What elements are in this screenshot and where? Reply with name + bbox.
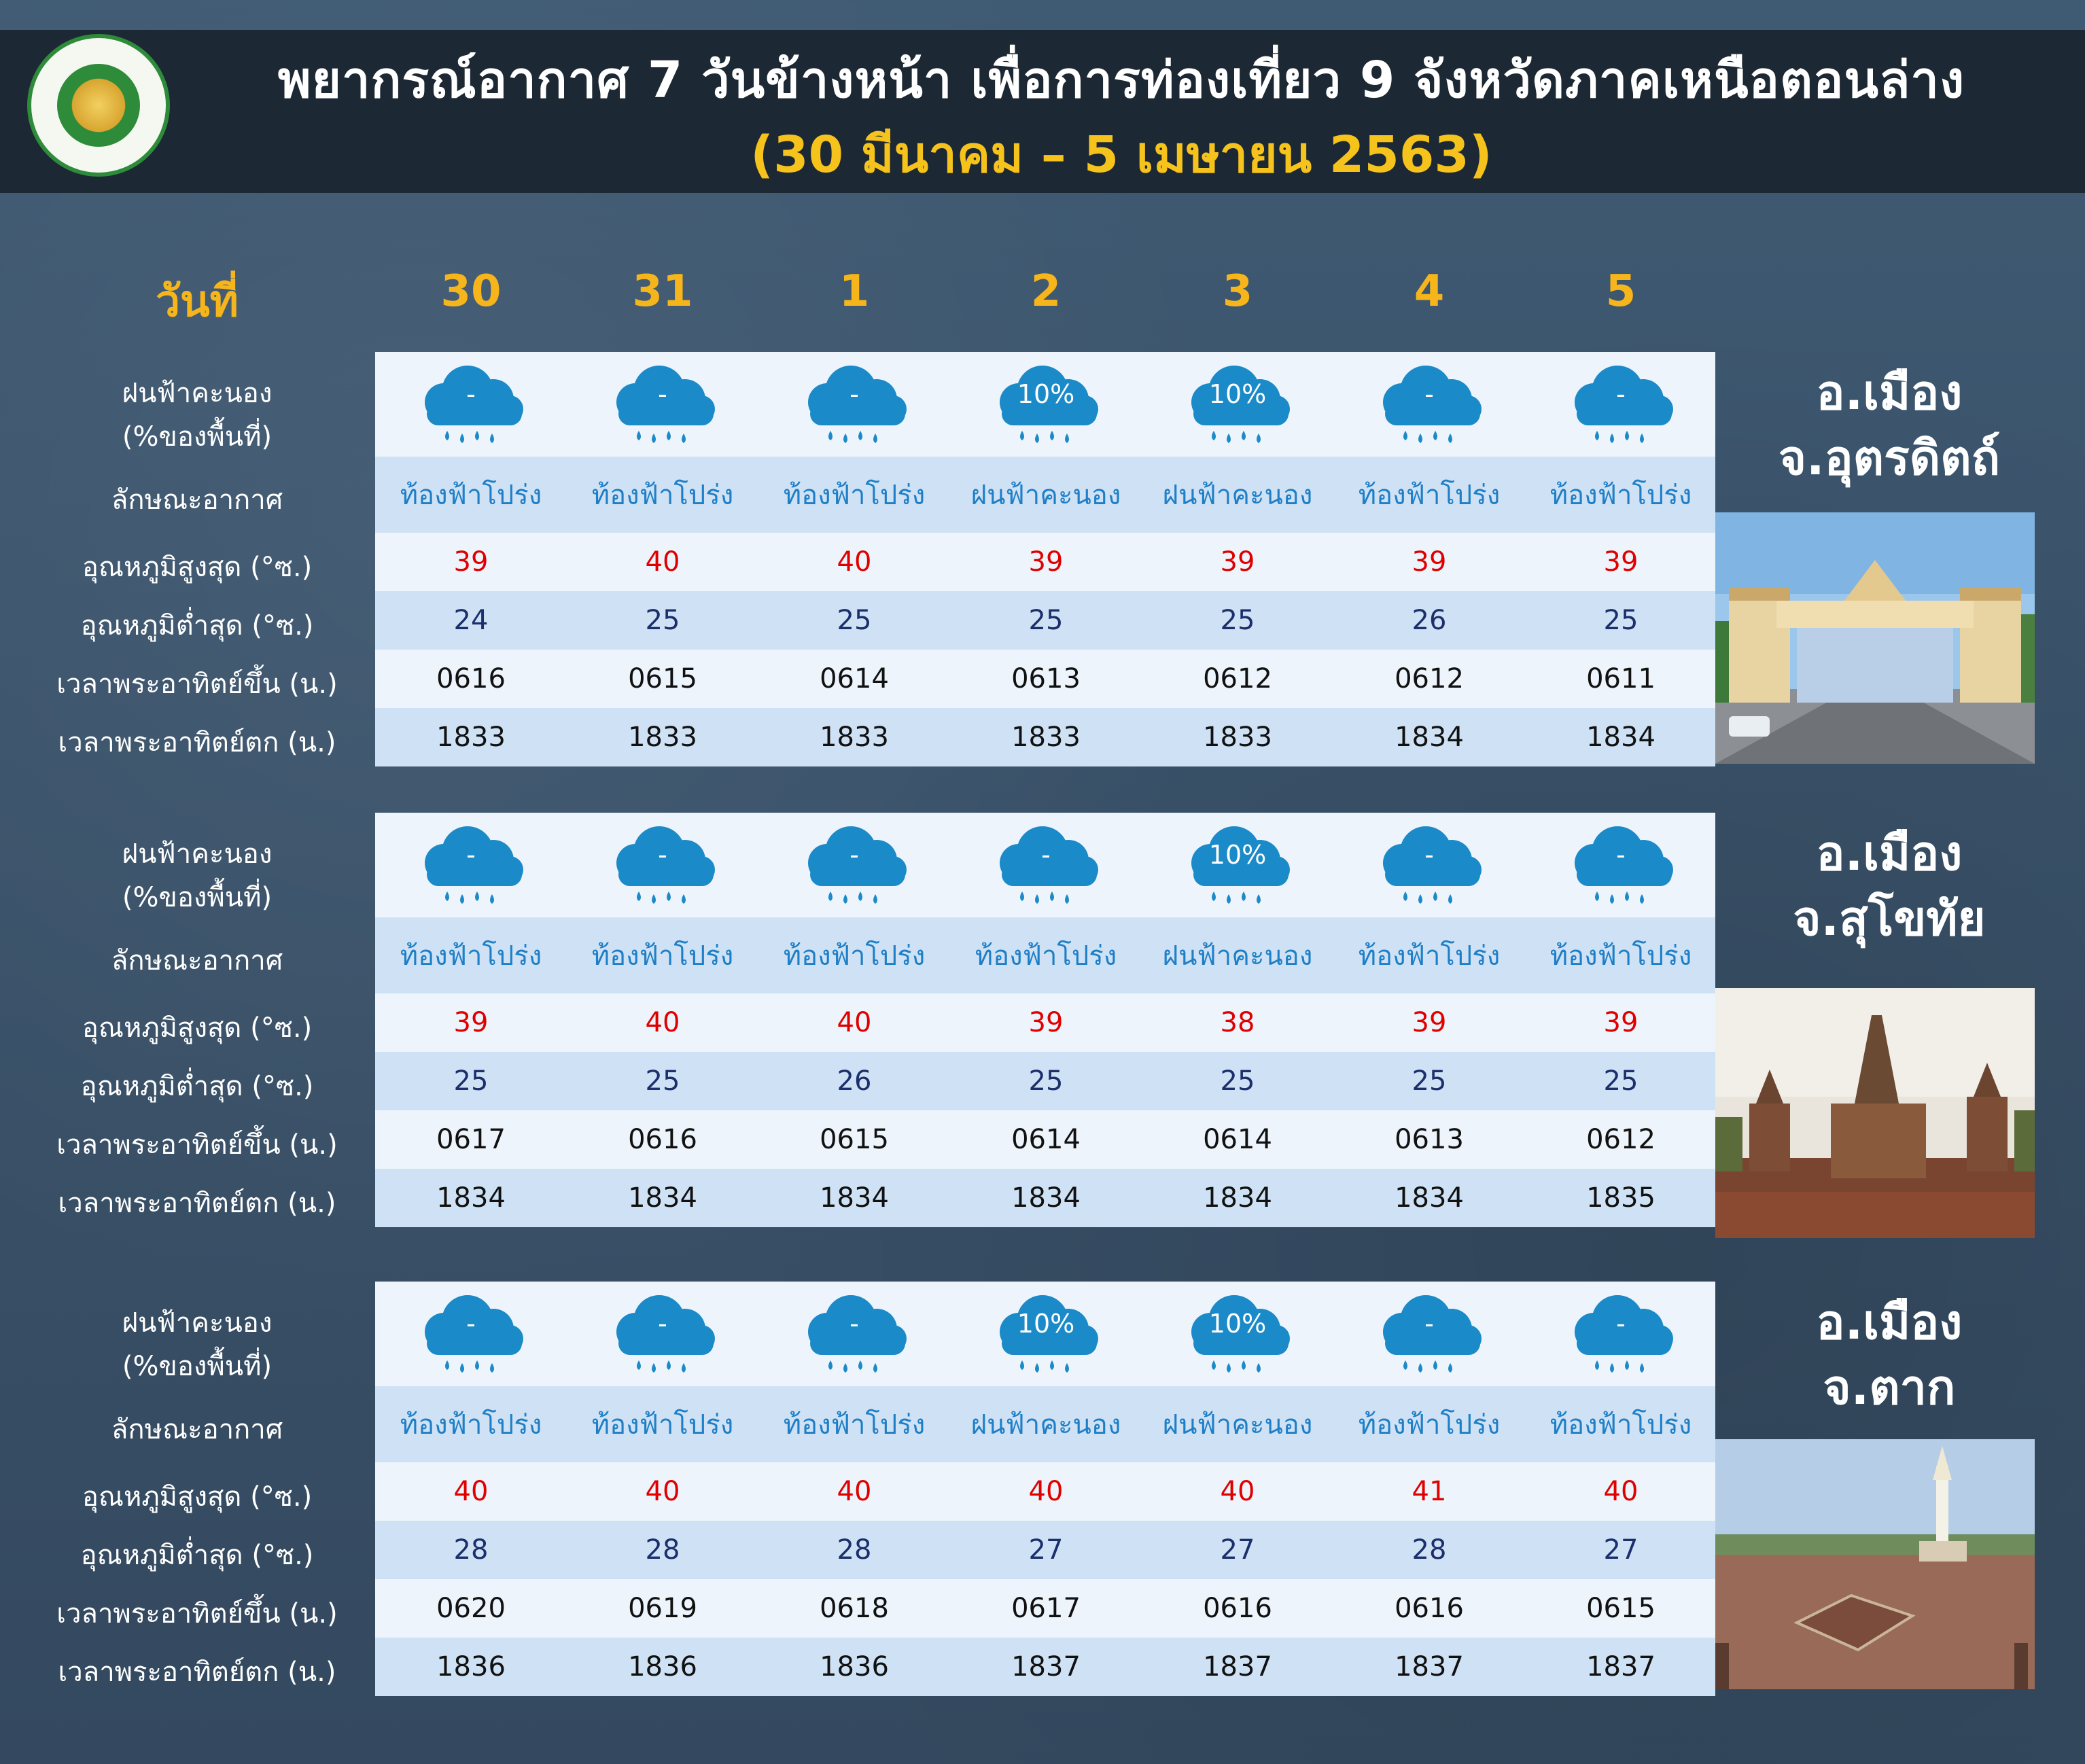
place-name (1733, 360, 2046, 491)
rain-cloud-icon (1333, 352, 1525, 457)
row-label-tmax: อุณหภูมิสูงสุด (°ซ.) (82, 1012, 313, 1044)
row-label-rain-line1: ฝนฟ้าคะนอง (122, 378, 273, 409)
cell-sunrise: 0619 (628, 1593, 697, 1624)
cell-tmin: 27 (1220, 1534, 1255, 1566)
cell-sunrise: 0611 (1586, 663, 1655, 694)
row-label-sunrise: เวลาพระอาทิตย์ขึ้น (น.) (56, 1598, 338, 1629)
cell-tmin: 25 (1220, 605, 1255, 636)
cell-tmax: 40 (837, 546, 872, 578)
place-name (1733, 1290, 2046, 1420)
rain-percent: - (466, 840, 476, 870)
cell-condition: ฝนฟ้าคะนอง (1162, 480, 1313, 511)
cell-condition: ท้องฟ้าโปร่ง (1549, 480, 1692, 511)
cell-sunset: 1834 (820, 1182, 889, 1214)
cell-tmin: 26 (837, 1065, 872, 1097)
row-label-rain-line1: ฝนฟ้าคะนอง (122, 1307, 273, 1339)
cell-sunrise: 0612 (1203, 663, 1272, 694)
row-label-sunset: เวลาพระอาทิตย์ตก (น.) (58, 1188, 336, 1219)
cell-sunset: 1835 (1586, 1182, 1655, 1214)
table-row-tmax (375, 1462, 1715, 1521)
rain-cloud-icon (950, 1282, 1142, 1386)
cell-condition: ท้องฟ้าโปร่ง (1358, 480, 1501, 511)
cell-tmin: 28 (645, 1534, 680, 1566)
cell-sunset: 1834 (1586, 722, 1655, 753)
place-district: อ.เมือง (1816, 365, 1963, 421)
row-label-rain (27, 1301, 367, 1388)
cell-tmin: 25 (1220, 1065, 1255, 1097)
row-label-rain-line2: (%ของพื้นที่) (122, 1351, 273, 1382)
rain-cloud-icon (1333, 1282, 1525, 1386)
cell-sunset: 1834 (1395, 1182, 1464, 1214)
cell-tmin: 28 (837, 1534, 872, 1566)
cell-condition: ท้องฟ้าโปร่ง (1358, 1409, 1501, 1441)
table-row-tmin (375, 591, 1715, 650)
cell-tmax: 39 (1603, 1007, 1639, 1038)
cell-sunset: 1833 (820, 722, 889, 753)
page-subtitle: (30 มีนาคม – 5 เมษายน 2563) (750, 126, 1492, 184)
cell-tmax: 39 (1412, 546, 1447, 578)
row-label-tmax: อุณหภูมิสูงสุด (°ซ.) (82, 1481, 313, 1513)
row-label-tmin: อุณหภูมิต่ำสุด (°ซ.) (80, 610, 314, 641)
rain-percent: 10% (1208, 840, 1267, 870)
rain-cloud-icon (375, 1282, 567, 1386)
place-province: จ.สุโขทัย (1793, 891, 1986, 947)
rain-cloud-icon (1142, 1282, 1333, 1386)
rain-percent: - (849, 379, 859, 409)
day-header: 30 (440, 266, 502, 317)
cell-sunset: 1834 (1395, 722, 1464, 753)
cell-tmin: 28 (453, 1534, 489, 1566)
rain-percent: - (466, 1309, 476, 1339)
cell-sunrise: 0617 (1011, 1593, 1081, 1624)
table-row-sunset (375, 708, 1715, 766)
cell-sunset: 1837 (1011, 1651, 1081, 1682)
table-row-condition (375, 1386, 1715, 1462)
cell-tmin: 27 (1028, 1534, 1064, 1566)
day-header: 5 (1605, 266, 1636, 317)
table-row-tmax (375, 533, 1715, 591)
monument-photo (1715, 1439, 2035, 1689)
cell-tmax: 40 (1603, 1476, 1639, 1507)
cell-condition: ท้องฟ้าโปร่ง (591, 940, 734, 972)
meteorological-department-logo (27, 34, 170, 177)
table-row-sunrise (375, 650, 1715, 708)
cell-tmin: 25 (645, 1065, 680, 1097)
cell-sunrise: 0620 (436, 1593, 506, 1624)
row-label-rain-line2: (%ของพื้นที่) (122, 882, 273, 913)
cell-sunset: 1837 (1203, 1651, 1272, 1682)
cell-sunrise: 0616 (1395, 1593, 1464, 1624)
cell-tmax: 39 (1412, 1007, 1447, 1038)
row-label-tmax: อุณหภูมิสูงสุด (°ซ.) (82, 552, 313, 583)
cell-sunrise: 0618 (820, 1593, 889, 1624)
rain-cloud-icon (758, 1282, 950, 1386)
day-header: 31 (632, 266, 693, 317)
row-label-condition: ลักษณะอากาศ (111, 945, 283, 976)
cell-sunset: 1836 (628, 1651, 697, 1682)
city-gate-photo (1715, 512, 2035, 764)
cell-tmax: 40 (1220, 1476, 1255, 1507)
cell-sunrise: 0617 (436, 1124, 506, 1155)
rain-cloud-icon (375, 352, 567, 457)
page-title: พยากรณ์อากาศ 7 วันข้างหน้า เพื่อการท่องเที่ยว 9 จังหวัดภาคเหนือตอนล่าง (277, 51, 1965, 109)
table-row-condition (375, 917, 1715, 993)
cell-sunrise: 0612 (1395, 663, 1464, 694)
place-province: จ.ตาก (1823, 1360, 1956, 1415)
cell-tmin: 26 (1412, 605, 1447, 636)
cell-sunset: 1834 (1011, 1182, 1081, 1214)
cell-sunset: 1836 (436, 1651, 506, 1682)
cell-tmin: 25 (1603, 605, 1639, 636)
rain-percent: - (1616, 379, 1626, 409)
cell-condition: ท้องฟ้าโปร่ง (400, 1409, 542, 1441)
forecast-table (375, 1282, 1715, 1696)
rain-cloud-icon (1525, 352, 1717, 457)
rain-percent: - (849, 1309, 859, 1339)
cell-sunrise: 0616 (628, 1124, 697, 1155)
cell-tmax: 40 (645, 1476, 680, 1507)
cell-sunset: 1833 (1011, 722, 1081, 753)
cell-condition: ท้องฟ้าโปร่ง (783, 940, 926, 972)
row-label-condition: ลักษณะอากาศ (111, 1414, 283, 1445)
cell-tmax: 40 (453, 1476, 489, 1507)
cell-condition: ท้องฟ้าโปร่ง (783, 1409, 926, 1441)
row-label-sunset: เวลาพระอาทิตย์ตก (น.) (58, 1657, 336, 1688)
cell-tmin: 25 (1603, 1065, 1639, 1097)
rain-percent: - (466, 379, 476, 409)
rain-percent: 10% (1208, 1309, 1267, 1339)
cell-sunrise: 0616 (436, 663, 506, 694)
rain-cloud-icon (1142, 813, 1333, 917)
cell-sunrise: 0615 (628, 663, 697, 694)
rain-cloud-icon (567, 1282, 758, 1386)
cell-sunset: 1837 (1586, 1651, 1655, 1682)
table-row-condition (375, 457, 1715, 533)
cell-sunset: 1833 (1203, 722, 1272, 753)
cell-sunset: 1834 (1203, 1182, 1272, 1214)
cell-condition: ท้องฟ้าโปร่ง (591, 1409, 734, 1441)
cell-tmin: 25 (453, 1065, 489, 1097)
rain-cloud-icon (1525, 813, 1717, 917)
cell-tmin: 25 (1028, 605, 1064, 636)
cell-tmin: 25 (1028, 1065, 1064, 1097)
cell-tmax: 39 (1028, 1007, 1064, 1038)
rain-cloud-icon (758, 813, 950, 917)
cell-condition: ท้องฟ้าโปร่ง (1549, 940, 1692, 972)
cell-condition: ฝนฟ้าคะนอง (1162, 1409, 1313, 1441)
cell-tmax: 39 (1603, 546, 1639, 578)
row-label-sunset: เวลาพระอาทิตย์ตก (น.) (58, 727, 336, 758)
place-province: จ.อุตรดิตถ์ (1778, 430, 2000, 486)
cell-condition: ฝนฟ้าคะนอง (970, 1409, 1121, 1441)
table-row-sunrise (375, 1110, 1715, 1169)
cell-tmax: 39 (1220, 546, 1255, 578)
rain-percent: - (658, 1309, 667, 1339)
rain-percent: - (1424, 1309, 1434, 1339)
cell-tmax: 40 (837, 1007, 872, 1038)
cell-tmin: 25 (837, 605, 872, 636)
rain-percent: - (849, 840, 859, 870)
cell-sunrise: 0612 (1586, 1124, 1655, 1155)
cell-tmax: 41 (1412, 1476, 1447, 1507)
cell-condition: ท้องฟ้าโปร่ง (1358, 940, 1501, 972)
rain-cloud-icon (950, 813, 1142, 917)
day-header: 3 (1222, 266, 1253, 317)
cell-sunrise: 0614 (820, 663, 889, 694)
row-label-sunrise: เวลาพระอาทิตย์ขึ้น (น.) (56, 669, 338, 700)
rain-percent: - (1616, 1309, 1626, 1339)
cell-sunset: 1833 (436, 722, 506, 753)
cell-condition: ท้องฟ้าโปร่ง (400, 940, 542, 972)
table-row-sunset (375, 1638, 1715, 1696)
cell-sunset: 1837 (1395, 1651, 1464, 1682)
row-label-rain (27, 832, 367, 919)
rain-cloud-icon (1525, 1282, 1717, 1386)
cell-tmax: 40 (645, 1007, 680, 1038)
cell-tmin: 27 (1603, 1534, 1639, 1566)
cell-condition: ท้องฟ้าโปร่ง (783, 480, 926, 511)
cell-tmax: 39 (1028, 546, 1064, 578)
forecast-table (375, 813, 1715, 1227)
rain-percent: 10% (1017, 1309, 1075, 1339)
place-district: อ.เมือง (1816, 1294, 1963, 1350)
cell-tmin: 25 (645, 605, 680, 636)
cell-tmax: 40 (645, 546, 680, 578)
row-label-tmin: อุณหภูมิต่ำสุด (°ซ.) (80, 1540, 314, 1571)
cell-tmax: 40 (837, 1476, 872, 1507)
table-row-rain (375, 813, 1715, 917)
temple-ruins-photo (1715, 988, 2035, 1238)
cell-sunrise: 0614 (1011, 1124, 1081, 1155)
table-row-tmin (375, 1521, 1715, 1579)
row-label-tmin: อุณหภูมิต่ำสุด (°ซ.) (80, 1071, 314, 1102)
rain-cloud-icon (567, 813, 758, 917)
day-header: 1 (839, 266, 870, 317)
cell-sunrise: 0615 (820, 1124, 889, 1155)
cell-sunrise: 0613 (1395, 1124, 1464, 1155)
cell-tmax: 39 (453, 546, 489, 578)
rain-cloud-icon (567, 352, 758, 457)
row-label-sunrise: เวลาพระอาทิตย์ขึ้น (น.) (56, 1129, 338, 1161)
cell-tmax: 38 (1220, 1007, 1255, 1038)
logo-emblem-icon (57, 64, 140, 147)
cell-tmax: 39 (453, 1007, 489, 1038)
rain-percent: - (658, 379, 667, 409)
rain-cloud-icon (758, 352, 950, 457)
row-label-rain-line1: ฝนฟ้าคะนอง (122, 839, 273, 870)
cell-sunset: 1834 (436, 1182, 506, 1214)
cell-condition: ท้องฟ้าโปร่ง (400, 480, 542, 511)
rain-percent: - (1616, 840, 1626, 870)
cell-sunset: 1833 (628, 722, 697, 753)
rain-percent: - (658, 840, 667, 870)
forecast-table (375, 352, 1715, 766)
day-header: 2 (1030, 266, 1062, 317)
table-row-rain (375, 352, 1715, 457)
row-label-rain (27, 371, 367, 458)
row-label-condition: ลักษณะอากาศ (111, 484, 283, 516)
rain-percent: - (1041, 840, 1051, 870)
cell-sunrise: 0613 (1011, 663, 1081, 694)
cell-condition: ท้องฟ้าโปร่ง (1549, 1409, 1692, 1441)
cell-sunset: 1836 (820, 1651, 889, 1682)
rain-percent: 10% (1017, 379, 1075, 409)
row-label-rain-line2: (%ของพื้นที่) (122, 421, 273, 453)
rain-cloud-icon (375, 813, 567, 917)
table-row-sunrise (375, 1579, 1715, 1638)
rain-cloud-icon (950, 352, 1142, 457)
rain-cloud-icon (1142, 352, 1333, 457)
rain-percent: - (1424, 379, 1434, 409)
rain-cloud-icon (1333, 813, 1525, 917)
table-row-rain (375, 1282, 1715, 1386)
place-name (1733, 821, 2046, 951)
cell-tmin: 25 (1412, 1065, 1447, 1097)
cell-sunrise: 0616 (1203, 1593, 1272, 1624)
cell-condition: ท้องฟ้าโปร่ง (591, 480, 734, 511)
cell-condition: ฝนฟ้าคะนอง (970, 480, 1121, 511)
rain-percent: - (1424, 840, 1434, 870)
table-row-tmax (375, 993, 1715, 1052)
cell-condition: ฝนฟ้าคะนอง (1162, 940, 1313, 972)
cell-sunset: 1834 (628, 1182, 697, 1214)
day-header: 4 (1414, 266, 1445, 317)
place-district: อ.เมือง (1816, 826, 1963, 881)
cell-tmin: 24 (453, 605, 489, 636)
cell-sunrise: 0615 (1586, 1593, 1655, 1624)
table-row-sunset (375, 1169, 1715, 1227)
cell-tmax: 40 (1028, 1476, 1064, 1507)
cell-tmin: 28 (1412, 1534, 1447, 1566)
rain-percent: 10% (1208, 379, 1267, 409)
day-column-label: วันที่ (156, 277, 239, 327)
table-row-tmin (375, 1052, 1715, 1110)
cell-sunrise: 0614 (1203, 1124, 1272, 1155)
cell-condition: ท้องฟ้าโปร่ง (975, 940, 1117, 972)
